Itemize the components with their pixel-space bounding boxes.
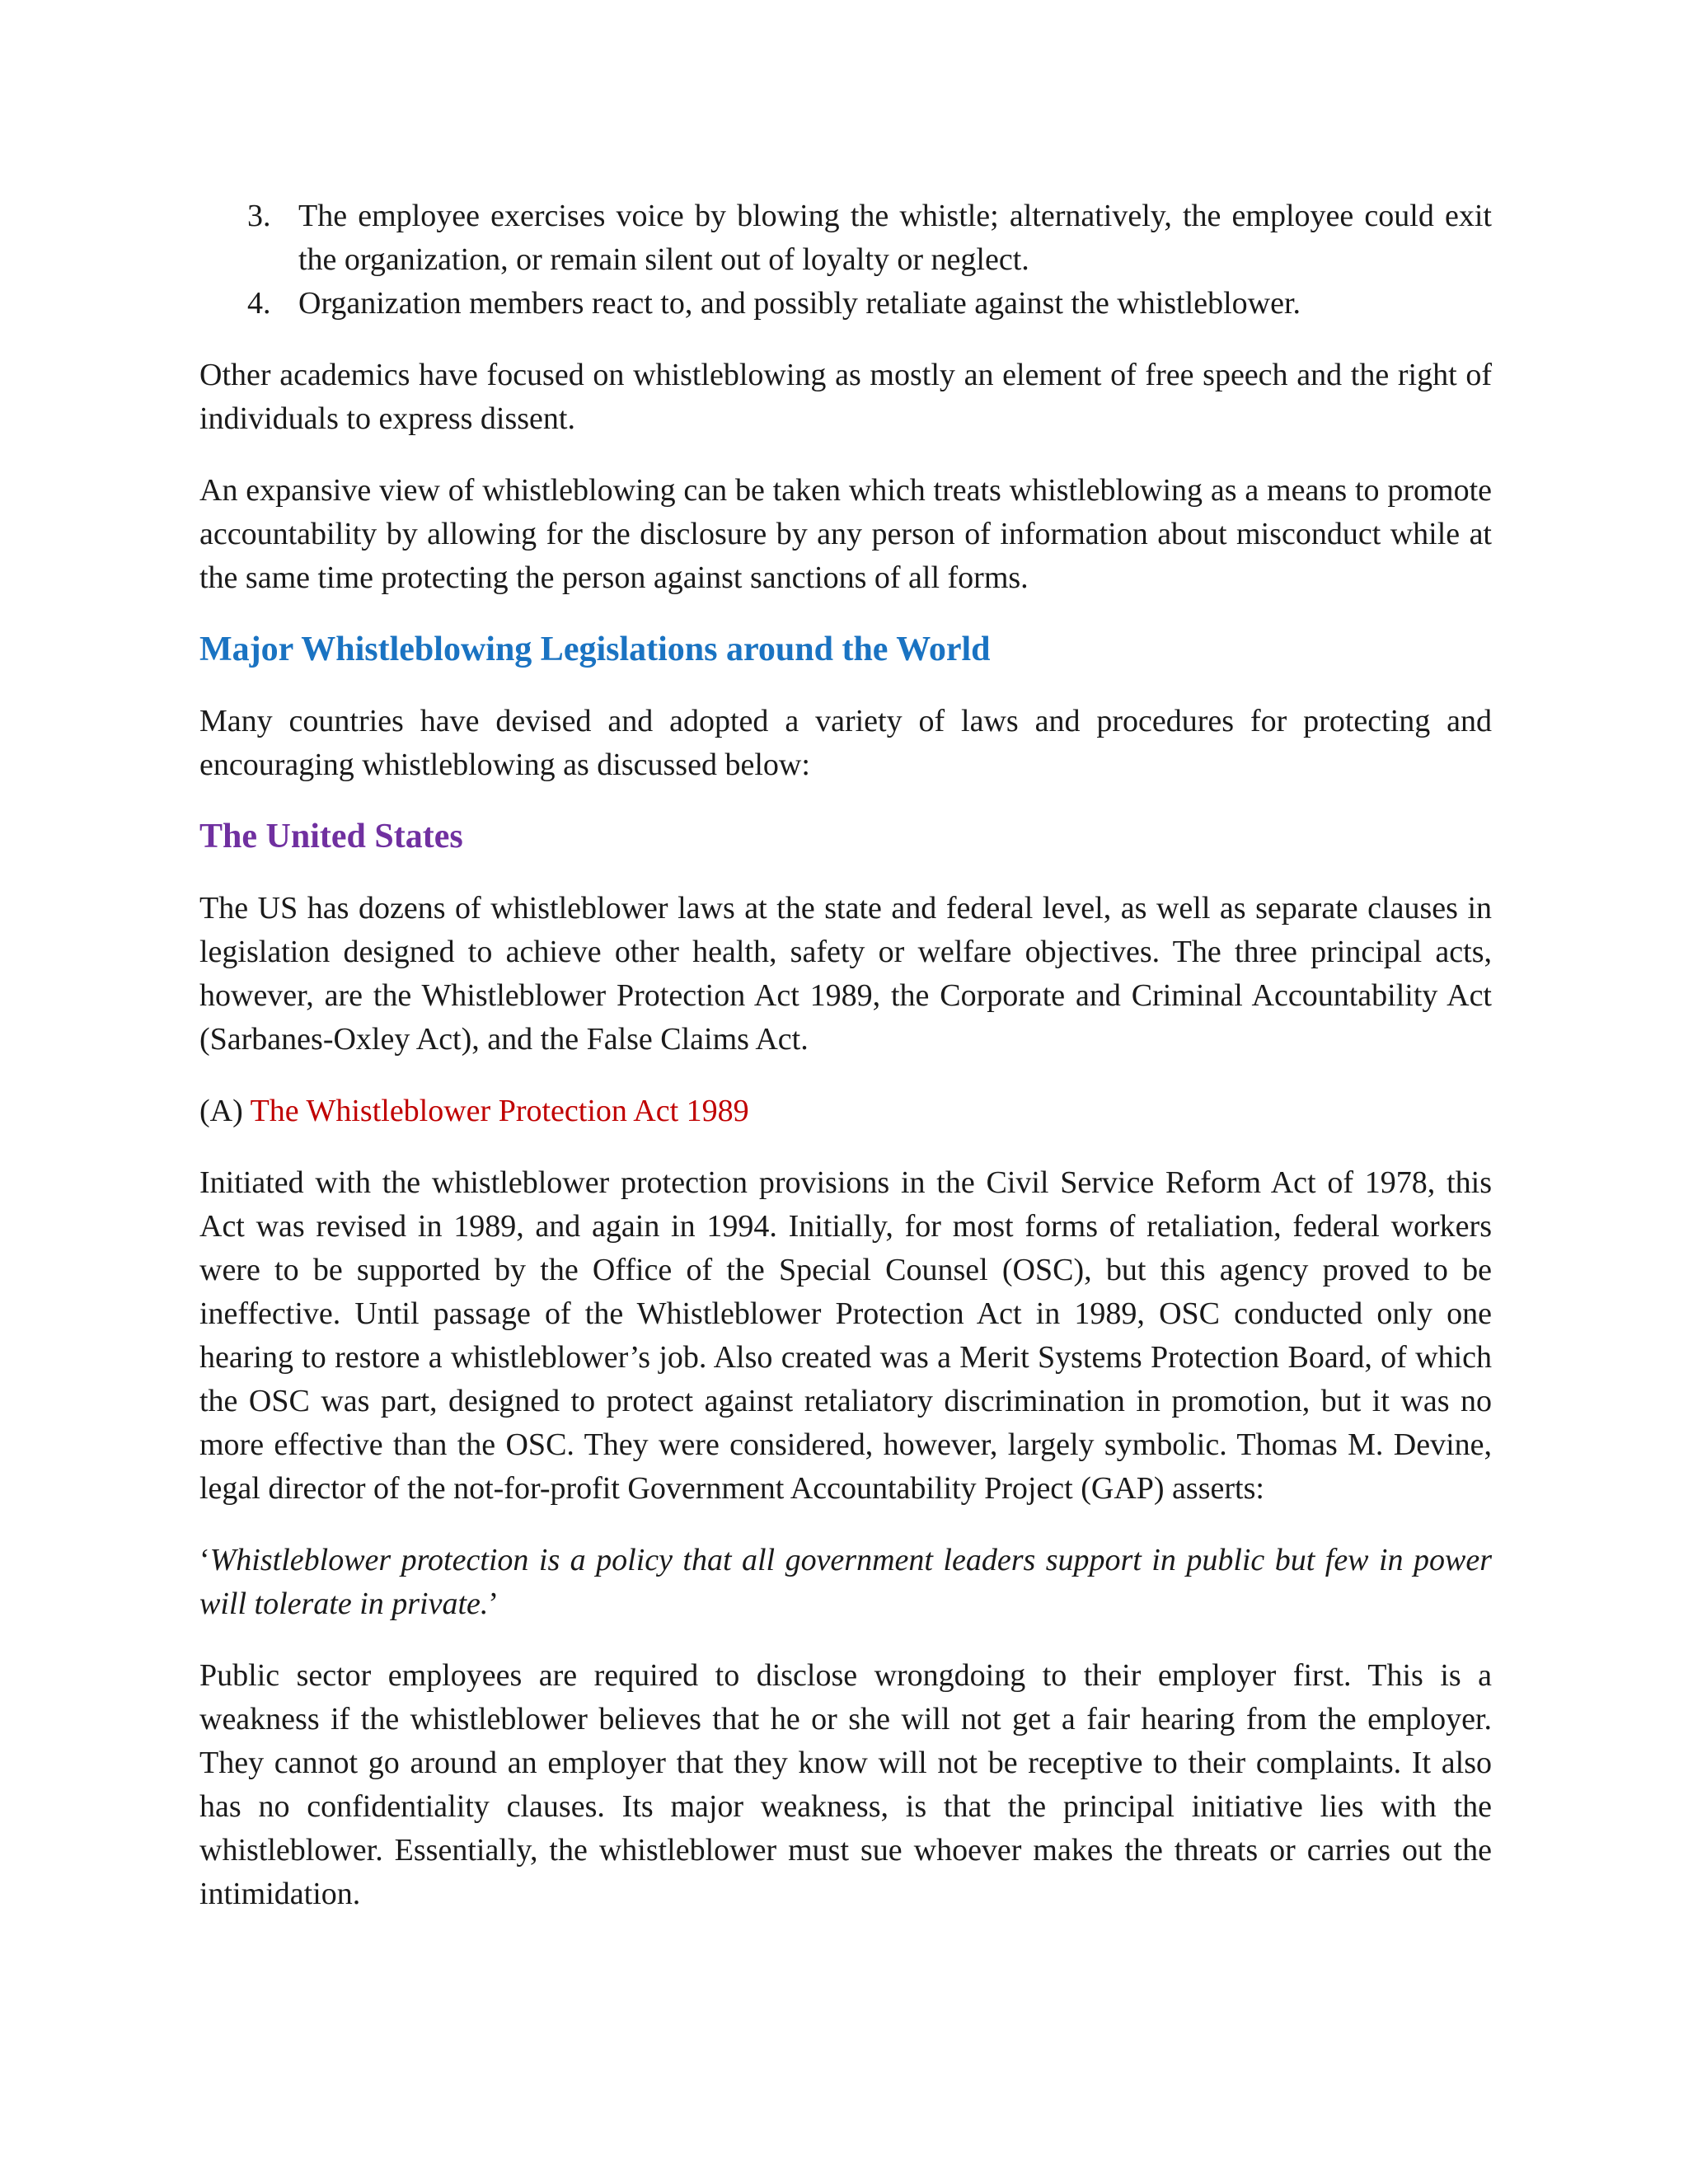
quote-block <box>199 1539 1492 1626</box>
subsection-title: The Whistleblower Protection Act 1989 <box>250 1094 749 1128</box>
list-item <box>199 282 1492 326</box>
heading-major-legislations: Major Whistleblowing Legislations around the World <box>199 630 991 668</box>
list-item-number: 3. <box>247 199 271 233</box>
paragraph-public-sector: Public sector employees are required to disclose wrongdoing to their employer first. This is a weakness if the whistleblower believes that he or she will not get a fair hearing from the employer. They cannot go around an employer that they know will not be receptive to their complaints. It also has no confidentiality clauses. Its major weakness, is that the principal initiative lies with the whistleblower. Essentially, the whistleblower must sue whoever makes the threats or carries out the intimidation. <box>199 1658 1492 1911</box>
list-item-text: The employee exercises voice by blowing the whistle; alternatively, the employee could exit the organization, or remain silent out of loyalty or neglect. <box>298 199 1492 277</box>
list-item <box>199 194 1492 282</box>
subsection-heading <box>199 1090 1492 1133</box>
paragraph-free-speech: Other academics have focused on whistleblowing as mostly an element of free speech and the right of individuals to express dissent. <box>199 358 1492 436</box>
quote-close-mark: ’ <box>488 1586 499 1621</box>
list-item-number: 4. <box>247 286 271 321</box>
list-item-text: Organization members react to, and possibly retaliate against the whistleblower. <box>298 286 1301 321</box>
page-content <box>199 194 1492 1944</box>
quote-text: Whistleblower protection is a policy that all government leaders support in public but few in power will tolerate in private. <box>199 1543 1492 1621</box>
heading-united-states: The United States <box>199 818 463 855</box>
quote-open-mark: ‘ <box>199 1543 210 1577</box>
paragraph-expansive-view: An expansive view of whistleblowing can be taken which treats whistleblowing as a means to promote accountability by allowing for the disclosure by any person of information about misconduct while at the same time protecting the person against sanctions of all forms. <box>199 473 1492 595</box>
subsection-label: (A) <box>199 1094 243 1128</box>
paragraph-wpa-history: Initiated with the whistleblower protection provisions in the Civil Service Reform Act of 1978, this Act was revised in 1989, and again in 1994. Initially, for most forms of retaliation, federal workers were to be supported by the Office of the Special Counsel (OSC), but this agency proved to be ineffective. Until passage of the Whistleblower Protection Act in 1989, OSC conducted only one hearing to restore a whistleblower’s job. Also created was a Merit Systems Protection Board, of which the OSC was part, designed to protect against retaliatory discrimination in promotion, but it was no more effective than the OSC. They were considered, however, largely symbolic. Thomas M. Devine, legal director of the not-for-profit Government Accountability Project (GAP) asserts: <box>199 1165 1492 1506</box>
numbered-list <box>199 194 1492 326</box>
paragraph-us-laws: The US has dozens of whistleblower laws at the state and federal level, as well as separate clauses in legislation designed to achieve other health, safety or welfare objectives. The three principal acts, however, are the Whistleblower Protection Act 1989, the Corporate and Criminal Accountability Act (Sarbanes-Oxley Act), and the False Claims Act. <box>199 891 1492 1057</box>
paragraph-countries: Many countries have devised and adopted a variety of laws and procedures for protecting and encouraging whistleblowing as discussed below: <box>199 704 1492 782</box>
